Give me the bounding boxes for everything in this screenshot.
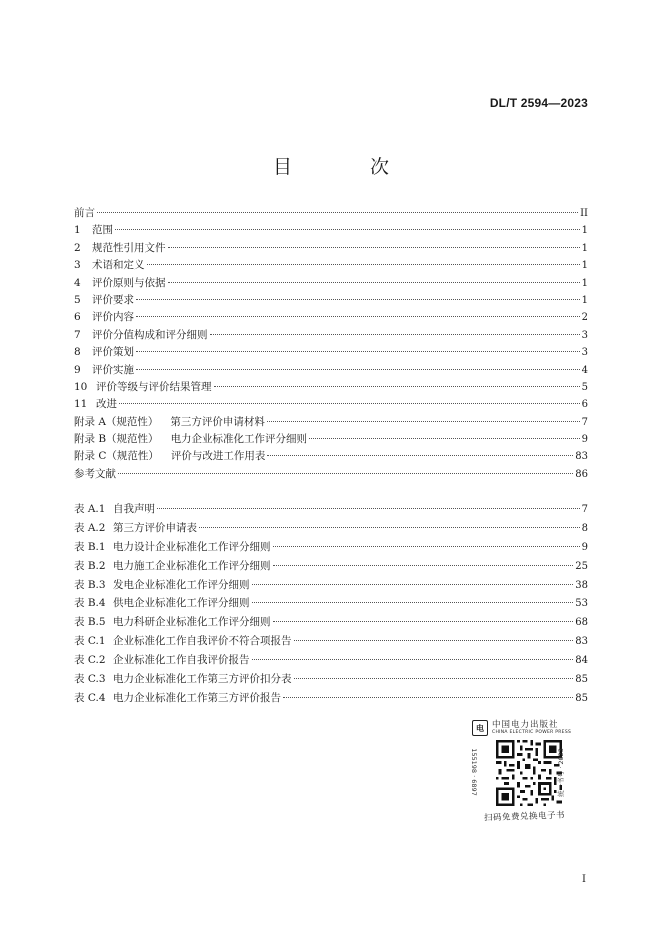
toc-entry-label: 前言 <box>74 207 95 219</box>
toc-entry-appendix[interactable] <box>74 448 588 465</box>
toc-entry-number: 6 <box>74 311 81 324</box>
leader-dots <box>97 212 578 213</box>
leader-dots <box>119 403 580 404</box>
table-entry-label: 企业标准化工作自我评价报告 <box>113 654 250 667</box>
leader-dots <box>273 621 574 622</box>
table-entry-page: 68 <box>575 617 588 629</box>
leader-dots <box>199 527 580 528</box>
leader-dots <box>118 473 573 474</box>
qr-code-icon[interactable] <box>496 740 562 806</box>
toc-entry-page: 9 <box>581 434 588 446</box>
qr-code-block[interactable] <box>470 718 580 828</box>
toc-entry-label: 术语和定义 <box>92 259 145 272</box>
table-entry-number: 表 A.1 <box>74 503 106 515</box>
toc-entry-number: 5 <box>74 293 81 306</box>
leader-dots <box>168 247 580 248</box>
leader-dots <box>115 229 580 230</box>
toc-entry-label: 评价策划 <box>92 346 134 359</box>
leader-dots <box>283 697 573 698</box>
table-entry-page: 84 <box>575 655 588 667</box>
leader-dots <box>252 602 574 603</box>
table-entry-page: 85 <box>575 674 588 686</box>
table-entry-number: 表 B.4 <box>74 597 106 610</box>
leader-dots <box>136 316 580 317</box>
leader-dots <box>252 584 574 585</box>
leader-dots <box>157 508 580 509</box>
toc-entry-page: 6 <box>581 399 588 411</box>
toc-entry-page: 3 <box>581 329 588 341</box>
leader-dots <box>147 264 580 265</box>
toc-entry[interactable] <box>74 257 588 274</box>
toc-entry-page: 7 <box>581 416 588 428</box>
toc-entry-foreword[interactable] <box>74 205 588 222</box>
toc-entry-number: 1 <box>74 224 81 237</box>
table-entry-number: 表 C.3 <box>74 673 106 686</box>
table-entry-number: 表 B.5 <box>74 616 106 629</box>
toc-entry-number: 11 <box>74 398 88 411</box>
toc-entry-number: 2 <box>74 241 81 254</box>
table-entry-number: 表 C.1 <box>74 635 106 648</box>
leader-dots <box>294 640 574 641</box>
toc-entry-number: 8 <box>74 346 81 359</box>
table-entry-number: 表 C.4 <box>74 691 106 704</box>
table-entry-label: 自我声明 <box>113 503 155 515</box>
toc-entry-page: 3 <box>581 347 588 359</box>
toc-entry-label: 参考文献 <box>74 467 116 480</box>
toc-entry-page: 1 <box>581 225 588 237</box>
toc-entry[interactable] <box>74 275 588 292</box>
toc-entry-label: 电力企业标准化工作评分细则 <box>170 433 308 446</box>
table-entry-label: 第三方评价申请表 <box>113 521 197 534</box>
table-entry-label: 电力科研企业标准化工作评分细则 <box>113 616 271 629</box>
table-entry-page: 25 <box>575 560 588 572</box>
table-entry-page: 53 <box>575 598 588 610</box>
table-entry-label: 企业标准化工作自我评价不符合项报告 <box>113 635 292 648</box>
publisher-name-en: CHINA ELECTRIC POWER PRESS <box>492 730 572 735</box>
toc-entry-number: 附录 B（规范性） <box>74 433 159 446</box>
toc-entry-page: 4 <box>581 364 588 376</box>
leader-dots <box>267 421 580 422</box>
toc-entry-page: 1 <box>581 277 588 289</box>
qr-side-text-left: 155198 · 6897 <box>469 748 478 796</box>
table-entry-page: 38 <box>575 579 588 591</box>
toc-entry-number: 10 <box>74 380 88 393</box>
table-entry-page: 83 <box>575 636 588 648</box>
toc-entry-label: 第三方评价申请材料 <box>170 415 265 428</box>
table-entry[interactable] <box>74 632 588 651</box>
page-number: I <box>582 874 586 885</box>
toc-entry[interactable] <box>74 222 588 239</box>
toc-entry-number: 7 <box>74 328 81 341</box>
table-entry-page: 7 <box>581 504 588 515</box>
leader-dots <box>210 334 580 335</box>
leader-dots <box>267 455 573 456</box>
toc-entry[interactable] <box>74 362 588 379</box>
table-entry[interactable] <box>74 500 588 519</box>
table-entry[interactable] <box>74 538 588 557</box>
table-entry-number: 表 B.3 <box>74 578 106 591</box>
table-entry[interactable] <box>74 557 588 576</box>
table-entry-number: 表 B.1 <box>74 540 106 553</box>
table-entry-number: 表 A.2 <box>74 521 106 534</box>
leader-dots <box>252 659 574 660</box>
toc-entry-label: 评价与改进工作用表 <box>170 450 266 463</box>
table-entry-label: 发电企业标准化工作评分细则 <box>113 578 250 591</box>
toc-entry-label: 规范性引用文件 <box>92 241 166 254</box>
toc-entry-label: 范围 <box>92 224 113 237</box>
toc-entry-page: 5 <box>581 381 588 393</box>
table-entry[interactable] <box>74 613 588 632</box>
toc-entry-label: 评价实施 <box>92 363 134 376</box>
table-entry-page: 9 <box>581 541 588 553</box>
publisher-name: 中国电力出版社 <box>492 720 559 730</box>
table-entry[interactable] <box>74 651 588 670</box>
toc-entry[interactable] <box>74 379 588 396</box>
toc-entry-label: 评价等级与评价结果管理 <box>96 380 212 393</box>
toc-entry-references[interactable] <box>74 466 588 483</box>
toc-entry-number: 3 <box>74 259 81 272</box>
page-title: 目 次 <box>272 156 426 178</box>
toc-entry-page: 1 <box>581 260 588 272</box>
scan-caption: 扫码免费兑换电子书 <box>483 810 566 824</box>
leader-dots <box>136 351 580 352</box>
toc-entry-appendix[interactable] <box>74 414 588 431</box>
table-entry-number: 表 B.2 <box>74 559 106 572</box>
toc-entry-label: 评价分值构成和评分细则 <box>92 328 208 341</box>
publisher-logo-icon: 电 <box>472 720 488 736</box>
toc-entry-page: II <box>580 208 588 219</box>
leader-dots <box>136 299 580 300</box>
table-entry-label: 电力施工企业标准化工作评分细则 <box>113 559 271 572</box>
toc-entry-number: 9 <box>74 363 81 376</box>
toc-entry-page: 2 <box>581 312 588 324</box>
leader-dots <box>294 678 574 679</box>
toc-entry-number: 附录 A（规范性） <box>74 415 159 428</box>
leader-dots <box>273 546 580 547</box>
leader-dots <box>168 282 580 283</box>
leader-dots <box>214 386 580 387</box>
leader-dots <box>309 438 580 439</box>
table-entry-label: 电力企业标准化工作第三方评价扣分表 <box>113 673 292 686</box>
toc-entry-appendix[interactable] <box>74 431 588 448</box>
toc-entry[interactable] <box>74 240 588 257</box>
toc-entry-page: 83 <box>575 451 588 463</box>
publisher-header <box>472 718 576 738</box>
table-entry-label: 供电企业标准化工作评分细则 <box>113 597 250 610</box>
toc-entry-label: 评价原则与依据 <box>92 276 166 289</box>
toc-entry-number: 附录 C（规范性） <box>74 450 159 463</box>
table-entry[interactable] <box>74 594 588 613</box>
toc-entry[interactable] <box>74 327 588 344</box>
toc-entry[interactable] <box>74 396 588 413</box>
toc-entry-page: 86 <box>575 468 588 480</box>
table-entry-label: 电力企业标准化工作第三方评价报告 <box>113 691 281 704</box>
toc-entry[interactable] <box>74 309 588 326</box>
table-entry-label: 电力设计企业标准化工作评分细则 <box>113 540 271 553</box>
standard-code: DL/T 2594—2023 <box>489 96 588 110</box>
qr-side-text-right: 统一书号 · 2023 <box>556 748 565 797</box>
toc-entry-label: 改进 <box>96 398 117 411</box>
table-entry[interactable] <box>74 576 588 595</box>
toc-entry-page: 1 <box>581 294 588 306</box>
table-entry-page: 8 <box>581 522 588 534</box>
leader-dots <box>136 369 580 370</box>
toc-entry-page: 1 <box>581 242 588 254</box>
toc-entry-label: 评价要求 <box>92 293 134 306</box>
toc-entry[interactable] <box>74 344 588 361</box>
table-entry[interactable] <box>74 689 588 708</box>
publisher-name-block <box>492 720 571 736</box>
table-list <box>74 500 588 708</box>
leader-dots <box>273 565 574 566</box>
toc-entry[interactable] <box>74 292 588 309</box>
table-entry-number: 表 C.2 <box>74 654 106 667</box>
table-entry[interactable] <box>74 519 588 538</box>
toc-entry-label: 评价内容 <box>92 311 134 324</box>
table-entry[interactable] <box>74 670 588 689</box>
table-entry-page: 85 <box>575 692 588 704</box>
toc-list <box>74 205 588 483</box>
toc-entry-number: 4 <box>74 276 81 289</box>
